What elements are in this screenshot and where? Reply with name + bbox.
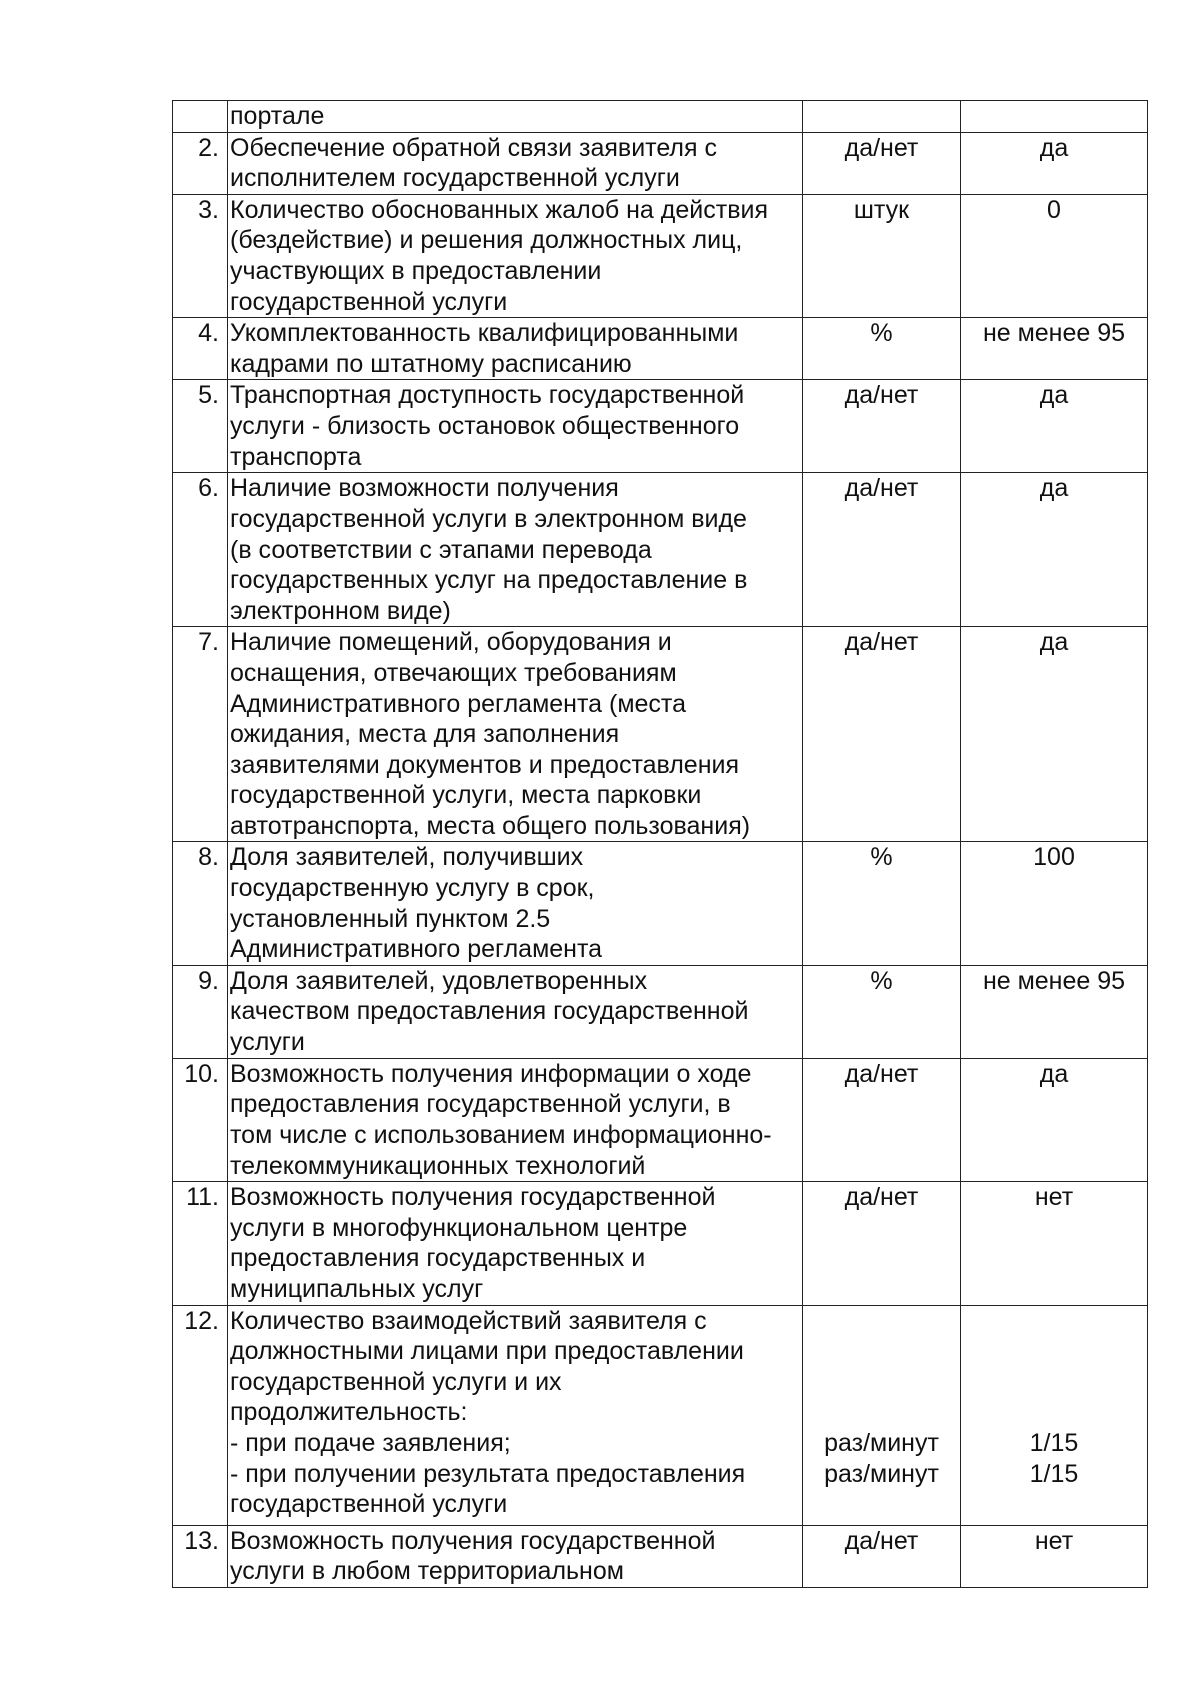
- indicator-line: Количество обоснованных жалоб на действия: [230, 195, 768, 224]
- indicator-line: муниципальных услуг: [230, 1275, 484, 1303]
- indicator-name: [228, 132, 803, 194]
- unit-value: [803, 1397, 960, 1428]
- unit-cell: [803, 965, 961, 1058]
- indicator-name: [228, 101, 803, 133]
- unit-cell: [803, 842, 961, 965]
- unit-cell: [803, 132, 961, 194]
- unit-value: %: [870, 966, 893, 995]
- normative-value: [961, 1306, 1147, 1337]
- indicator-line: участвующих в предоставлении: [230, 256, 602, 285]
- indicator-line: автотранспорта, места общего пользования): [230, 811, 751, 840]
- indicator-line: Возможность получения государственной: [230, 1183, 716, 1212]
- indicator-line: ожидания, места для заполнения: [230, 720, 620, 749]
- table-row: [173, 132, 1148, 194]
- normative-value: да: [1039, 628, 1069, 657]
- normative-value: 100: [1033, 843, 1075, 872]
- indicator-line: установленный пунктом 2.5: [230, 904, 551, 933]
- indicator-line: Возможность получения государственной: [230, 1526, 716, 1555]
- normative-value: [961, 1367, 1147, 1398]
- indicator-line: государственной услуги, места парковки: [230, 781, 702, 810]
- indicator-line: Количество взаимодействий заявителя с: [230, 1306, 707, 1335]
- normative-value-cell: [961, 473, 1148, 627]
- indicator-line: транспорта: [230, 442, 362, 471]
- unit-value: да/нет: [844, 1526, 919, 1555]
- row-number: 12.: [173, 1305, 228, 1525]
- normative-value: 1/15: [1029, 1428, 1079, 1457]
- indicator-line: Административного регламента (места: [230, 689, 686, 718]
- indicator-line: государственной услуги в электронном виде: [230, 504, 747, 533]
- unit-value: раз/минут: [824, 1459, 939, 1488]
- unit-cell: [803, 1305, 961, 1525]
- normative-value-cell: [961, 842, 1148, 965]
- normative-value: да: [1039, 474, 1069, 503]
- table-row: [173, 194, 1148, 317]
- row-number: 4.: [173, 318, 228, 380]
- indicator-line: государственной услуги и их: [230, 1367, 562, 1396]
- indicator-line: предоставления государственной услуги, в: [230, 1090, 731, 1119]
- row-number: 2.: [173, 132, 228, 194]
- table-row: [173, 101, 1148, 133]
- indicator-line: телекоммуникационных технологий: [230, 1151, 646, 1180]
- table-row: [173, 1305, 1148, 1525]
- unit-cell: [803, 101, 961, 133]
- table-body: [173, 101, 1148, 1588]
- unit-value: да/нет: [844, 1183, 919, 1212]
- unit-value: да/нет: [844, 133, 919, 162]
- normative-value: [961, 1336, 1147, 1367]
- unit-value: [803, 101, 960, 132]
- indicator-line: Укомплектованность квалифицированными: [230, 319, 739, 348]
- table-row: [173, 473, 1148, 627]
- row-number: 6.: [173, 473, 228, 627]
- indicator-line: предоставления государственных и: [230, 1244, 646, 1273]
- normative-value: не менее 95: [982, 319, 1126, 348]
- normative-value-cell: [961, 101, 1148, 133]
- indicator-name: [228, 1305, 803, 1525]
- unit-value: штук: [853, 195, 910, 224]
- normative-value-cell: [961, 627, 1148, 842]
- normative-value: да: [1039, 133, 1069, 162]
- unit-cell: [803, 473, 961, 627]
- normative-value-cell: [961, 132, 1148, 194]
- indicator-line: продолжительность:: [230, 1398, 468, 1427]
- normative-value: да: [1039, 381, 1069, 410]
- indicator-line: том числе с использованием информационно-: [230, 1121, 772, 1150]
- row-number: 9.: [173, 965, 228, 1058]
- row-number: 11.: [173, 1182, 228, 1305]
- row-number: 13.: [173, 1525, 228, 1587]
- normative-value: [961, 101, 1147, 132]
- indicator-line: оснащения, отвечающих требованиям: [230, 658, 677, 687]
- indicator-line: Административного регламента: [230, 935, 603, 964]
- unit-value: [803, 1367, 960, 1398]
- indicator-line: Возможность получения информации о ходе: [230, 1059, 752, 1088]
- unit-value: %: [870, 319, 893, 348]
- indicator-line: Доля заявителей, удовлетворенных: [230, 966, 648, 995]
- unit-cell: [803, 1058, 961, 1181]
- indicator-line: государственную услугу в срок,: [230, 874, 595, 903]
- unit-cell: [803, 380, 961, 473]
- row-number: 8.: [173, 842, 228, 965]
- indicator-line: электронном виде): [230, 596, 451, 625]
- normative-value: 0: [1047, 195, 1061, 224]
- indicator-line: услуги - близость остановок общественного: [230, 411, 740, 440]
- normative-value-cell: [961, 1525, 1148, 1587]
- indicator-line: Доля заявителей, получивших: [230, 843, 584, 872]
- indicator-line: услуги: [230, 1028, 305, 1057]
- normative-value: нет: [1034, 1183, 1074, 1212]
- table-row: [173, 318, 1148, 380]
- unit-value: да/нет: [844, 474, 919, 503]
- normative-value: да: [1039, 1059, 1069, 1088]
- normative-value-cell: [961, 1058, 1148, 1181]
- indicator-line: Наличие возможности получения: [230, 474, 619, 503]
- indicator-name: [228, 842, 803, 965]
- indicator-name: [228, 1058, 803, 1181]
- normative-value: нет: [1034, 1526, 1074, 1555]
- indicator-line: качеством предоставления государственной: [230, 997, 749, 1026]
- indicator-line: - при получении результата предоставления: [230, 1459, 746, 1488]
- row-number: 10.: [173, 1058, 228, 1181]
- normative-value-cell: [961, 1182, 1148, 1305]
- indicator-line: исполнителем государственной услуги: [230, 164, 680, 193]
- table-row: [173, 627, 1148, 842]
- indicator-line: Наличие помещений, оборудования и: [230, 628, 672, 657]
- indicator-line: заявителями документов и предоставления: [230, 750, 740, 779]
- unit-value: да/нет: [844, 628, 919, 657]
- row-number: [173, 101, 228, 133]
- indicator-name: [228, 318, 803, 380]
- normative-value-cell: [961, 318, 1148, 380]
- table-row: [173, 380, 1148, 473]
- indicator-line: кадрами по штатному расписанию: [230, 349, 632, 378]
- normative-value: не менее 95: [982, 966, 1126, 995]
- quality-indicators-table: [172, 100, 1148, 1588]
- table-row: [173, 842, 1148, 965]
- indicator-line: должностными лицами при предоставлении: [230, 1337, 744, 1366]
- indicator-line: (в соответствии с этапами перевода: [230, 535, 652, 564]
- unit-cell: [803, 318, 961, 380]
- table-row: [173, 965, 1148, 1058]
- table-row: [173, 1525, 1148, 1587]
- indicator-name: [228, 1182, 803, 1305]
- row-number: 3.: [173, 194, 228, 317]
- unit-value: %: [870, 843, 893, 872]
- indicator-name: [228, 380, 803, 473]
- indicator-line: услуги в многофункциональном центре: [230, 1213, 688, 1242]
- indicator-line: государственной услуги: [230, 287, 508, 316]
- unit-value: да/нет: [844, 1059, 919, 1088]
- indicator-line: услуги в любом территориальном: [230, 1557, 624, 1586]
- normative-value-cell: [961, 194, 1148, 317]
- unit-cell: [803, 1525, 961, 1587]
- indicator-name: [228, 627, 803, 842]
- indicator-name: [228, 194, 803, 317]
- indicator-line: государственных услуг на предоставление в: [230, 566, 748, 595]
- unit-cell: [803, 1182, 961, 1305]
- indicator-line: Обеспечение обратной связи заявителя с: [230, 133, 717, 162]
- table-row: [173, 1058, 1148, 1181]
- normative-value: [961, 1397, 1147, 1428]
- indicator-line: - при подаче заявления;: [230, 1428, 511, 1457]
- normative-value: 1/15: [1029, 1459, 1079, 1488]
- indicator-name: [228, 1525, 803, 1587]
- unit-cell: [803, 627, 961, 842]
- table-row: [173, 1182, 1148, 1305]
- indicator-line: (бездействие) и решения должностных лиц,: [230, 226, 743, 255]
- indicator-name: [228, 965, 803, 1058]
- unit-value: раз/минут: [824, 1428, 939, 1457]
- unit-value: [803, 1336, 960, 1367]
- row-number: 7.: [173, 627, 228, 842]
- indicator-line: портале: [230, 102, 325, 130]
- normative-value-cell: [961, 965, 1148, 1058]
- normative-value-cell: [961, 1305, 1148, 1525]
- normative-value-cell: [961, 380, 1148, 473]
- row-number: 5.: [173, 380, 228, 473]
- indicator-line: государственной услуги: [230, 1490, 508, 1519]
- unit-value: [803, 1306, 960, 1337]
- indicator-name: [228, 473, 803, 627]
- indicator-line: Транспортная доступность государственной: [230, 381, 745, 410]
- unit-value: да/нет: [844, 381, 919, 410]
- unit-cell: [803, 194, 961, 317]
